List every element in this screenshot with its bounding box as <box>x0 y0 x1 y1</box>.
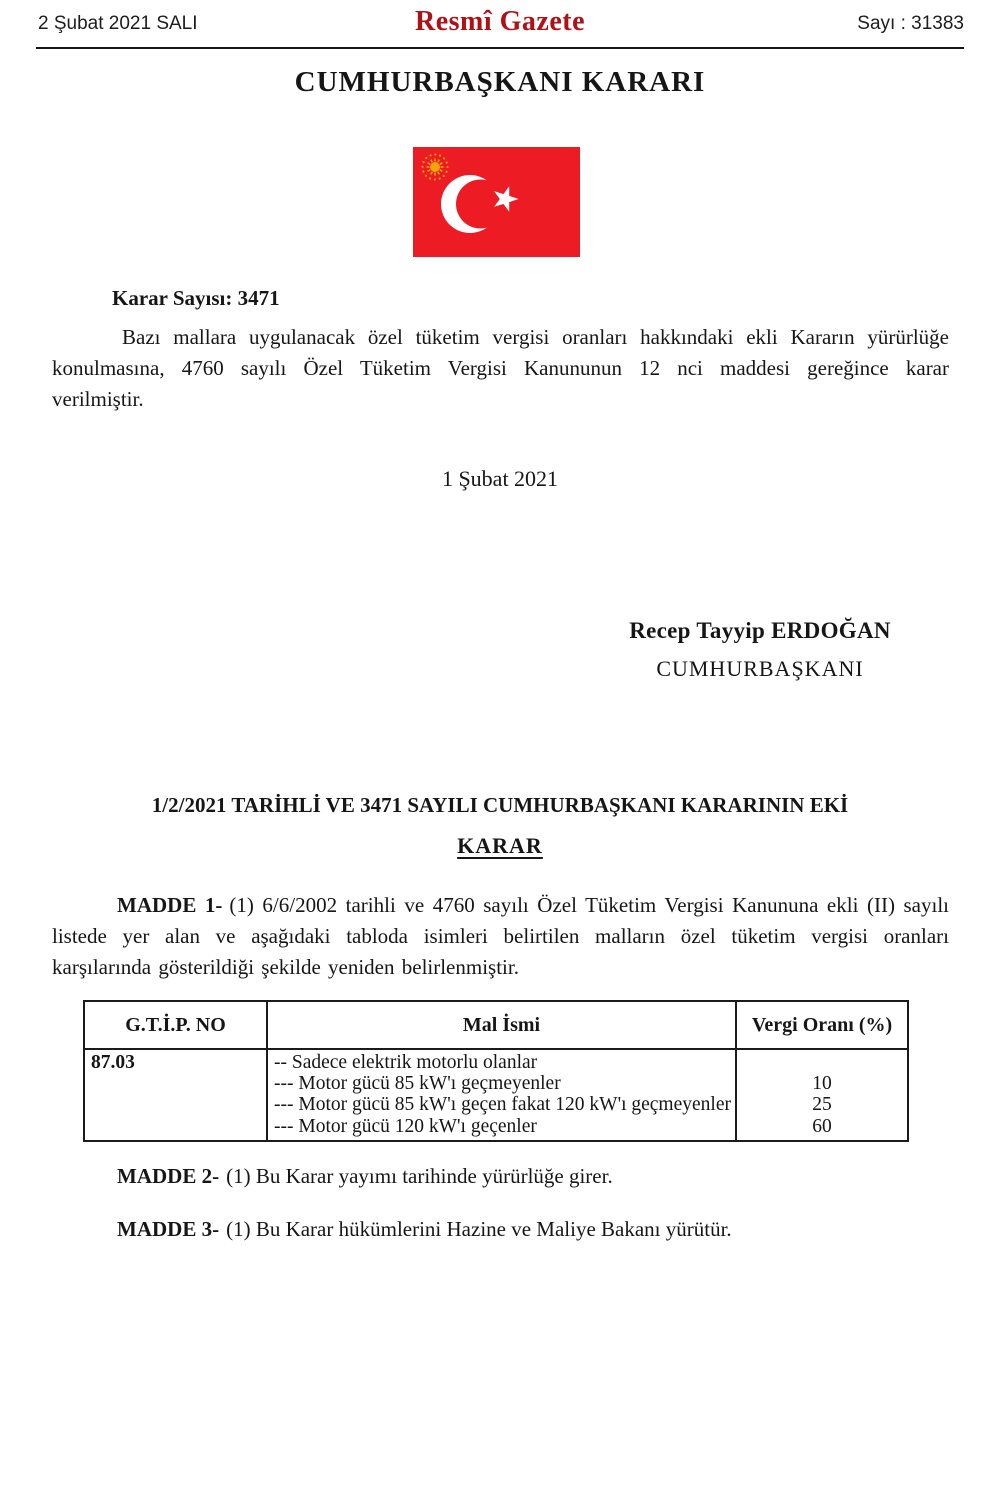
article-2-label: MADDE 2- <box>117 1164 220 1188</box>
turkish-presidential-flag <box>413 147 580 257</box>
signature-name: Recep Tayyip ERDOĞAN <box>629 618 891 643</box>
annex-subheading-text: KARAR <box>457 833 543 858</box>
article-1 <box>52 890 949 983</box>
article-1-label: MADDE 1- <box>117 893 223 917</box>
table-cell: 60 <box>812 1115 832 1137</box>
decree-number: Karar Sayısı: 3471 <box>112 286 280 310</box>
flag-graphic <box>413 147 580 257</box>
article-1-text: (1) 6/6/2002 tarihli ve 4760 sayılı Özel Tüketim Vergisi Kanununa ekli (II) sayılı listede yer alan ve aşağıdaki tabloda isimleri belirtilen malların özel tüketim vergisi oranları karşılarında gösterildiği şekilde yeniden belirlenmiştir. <box>52 893 949 979</box>
masthead-date: 2 Şubat 2021 SALI <box>38 13 198 34</box>
signature-title: CUMHURBAŞKANI <box>656 656 864 681</box>
table-cell <box>743 1052 901 1073</box>
table-cell <box>91 1094 260 1115</box>
table-cell: --- Motor gücü 120 kW'ı geçenler <box>274 1115 537 1137</box>
article-3-label: MADDE 3- <box>117 1217 220 1241</box>
table-cell: 87.03 <box>91 1052 135 1073</box>
gazette-title: Resmî Gazete <box>414 6 586 37</box>
table-cell <box>91 1073 260 1094</box>
issue-number: Sayı : 31383 <box>857 13 964 34</box>
decree-title: CUMHURBAŞKANI KARARI <box>294 66 706 98</box>
table-header-mal: Mal İsmi <box>268 1002 737 1050</box>
table-cell: -- Sadece elektrik motorlu olanlar <box>274 1052 538 1073</box>
table-cell <box>91 1116 260 1137</box>
article-2 <box>52 1161 949 1192</box>
decree-body-paragraph: Bazı mallara uygulanacak özel tüketim vergisi oranları hakkındaki ekli Kararın yürürlüğe konulmasına, 4760 sayılı Özel Tüketim Vergisi Kanununun 12 nci maddesi gereğince karar verilmiştir. <box>52 325 949 411</box>
masthead-divider <box>36 47 964 49</box>
table-col-oran <box>737 1050 907 1140</box>
article-3-text: (1) Bu Karar hükümlerini Hazine ve Maliye Bakanı yürütür. <box>226 1217 732 1241</box>
table-cell: --- Motor gücü 85 kW'ı geçmeyenler <box>274 1073 561 1095</box>
table-header-gtip: G.T.İ.P. NO <box>85 1002 268 1050</box>
table-col-mal <box>268 1050 737 1140</box>
table-cell: 25 <box>812 1094 832 1116</box>
table-col-gtip <box>85 1050 268 1140</box>
article-3 <box>52 1214 949 1245</box>
signature-block <box>560 618 960 682</box>
tax-rate-table <box>83 1000 909 1142</box>
table-header-oran: Vergi Oranı (%) <box>737 1002 907 1050</box>
annex-heading: 1/2/2021 TARİHLİ VE 3471 SAYILI CUMHURBAŞKANI KARARININ EKİ <box>151 793 849 817</box>
decree-date: 1 Şubat 2021 <box>441 466 559 491</box>
table-cell: 10 <box>812 1073 832 1095</box>
annex-subheading <box>0 833 1000 859</box>
article-2-text: (1) Bu Karar yayımı tarihinde yürürlüğe girer. <box>226 1164 613 1188</box>
table-cell: --- Motor gücü 85 kW'ı geçen fakat 120 kW'ı geçmeyenler <box>274 1094 731 1116</box>
